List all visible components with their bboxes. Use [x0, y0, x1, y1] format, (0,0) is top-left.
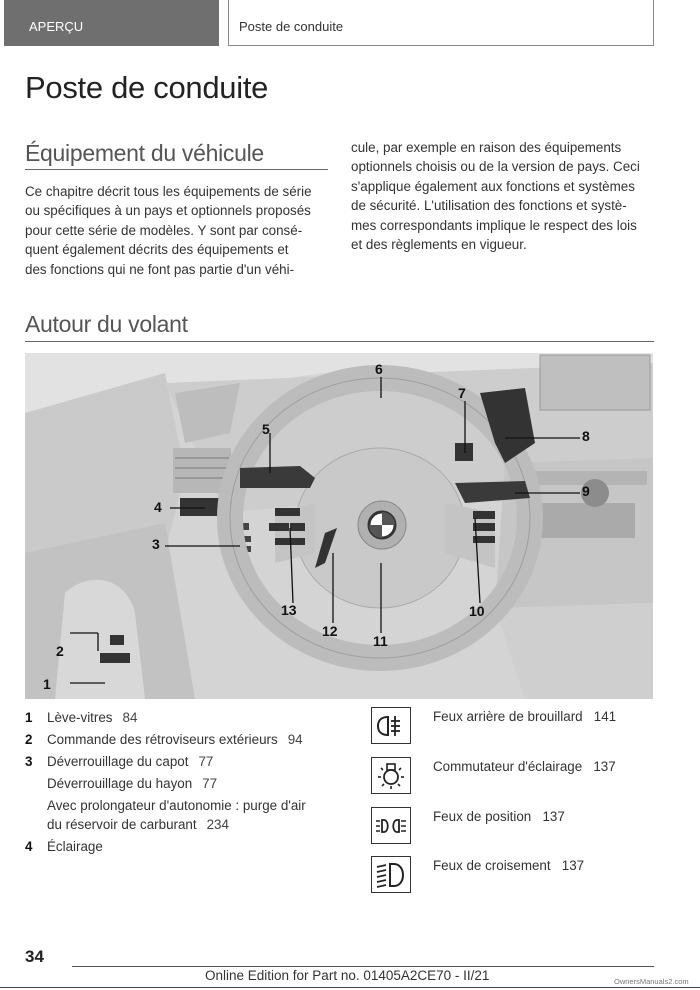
legend-number — [25, 774, 47, 793]
callout-7: 7 — [458, 385, 466, 401]
callout-10: 10 — [469, 603, 485, 619]
section-rule — [25, 169, 328, 170]
legend-icon-item — [371, 707, 616, 744]
cockpit-illustration — [25, 353, 653, 699]
section-rule — [25, 341, 654, 342]
legend-text: Avec prolongateur d'autonomie : purge d'air — [47, 798, 306, 813]
legend-icon-item — [371, 757, 616, 794]
section-header-label: Poste de conduite — [239, 19, 344, 34]
section-heading-steering: Autour du volant — [25, 311, 188, 337]
legend-number — [25, 815, 47, 834]
legend-number: 3 — [25, 754, 33, 769]
legend-item — [25, 837, 355, 856]
footer-rule — [72, 966, 654, 967]
legend-icon-item — [371, 856, 584, 893]
callout-11: 11 — [373, 633, 388, 649]
text-line: cule, par exemple en raison des équipements — [351, 140, 622, 155]
light-switch-icon — [371, 757, 411, 794]
callout-13: 13 — [281, 602, 297, 618]
text-line: pour cette série de modèles. Y sont par consé- — [25, 222, 303, 238]
legend-icon-text: Feux arrière de brouillard 141 — [433, 709, 617, 724]
legend-text: Commande des rétroviseurs extérieurs — [47, 732, 278, 747]
text-line: de sécurité. L'utilisation des fonctions et systè- — [351, 198, 627, 214]
page-reference[interactable]: 137 — [542, 809, 565, 824]
callout-3: 3 — [152, 536, 160, 552]
legend-item — [25, 815, 355, 834]
legend-text: Déverrouillage du capot — [47, 754, 189, 769]
text-line: des fonctions qui ne font pas partie d'un véhi- — [25, 261, 295, 277]
legend-number: 1 — [25, 710, 33, 725]
callout-1: 1 — [43, 676, 51, 692]
body-text-col2 — [351, 138, 661, 254]
chapter-tab — [4, 0, 219, 46]
callout-2: 2 — [56, 643, 64, 659]
legend-text: Lève-vitres — [47, 710, 113, 725]
legend-icon-text: Feux de position 137 — [433, 809, 565, 824]
page-reference[interactable]: 77 — [198, 754, 214, 769]
section-heading-equipment: Équipement du véhicule — [25, 140, 264, 166]
edition-text: Online Edition for Part no. 01405A2CE70 - II/21 — [205, 968, 490, 983]
text-line: Ce chapitre décrit tous les équipements de série — [25, 184, 312, 199]
callout-4: 4 — [154, 499, 162, 515]
legend-icon-text: Feux de croisement 137 — [433, 858, 585, 873]
parking-lights-icon — [371, 807, 411, 844]
text-line: ou spécifiques à un pays et optionnels proposés — [25, 203, 311, 219]
low-beam-icon — [371, 856, 411, 893]
legend-icon-item — [371, 807, 565, 844]
legend-number: 4 — [25, 839, 33, 854]
callout-6: 6 — [375, 361, 383, 377]
legend-number: 2 — [25, 732, 33, 747]
text-line: s'applique également aux fonctions et systèmes — [351, 178, 635, 194]
page-reference[interactable]: 137 — [561, 858, 585, 873]
legend-item — [25, 796, 355, 815]
legend-icon-text: Commutateur d'éclairage 137 — [433, 759, 616, 774]
legend-text: Éclairage — [47, 839, 103, 854]
page-title: Poste de conduite — [25, 70, 269, 105]
text-line: optionnels choisis ou de la version de pays. Ceci — [351, 159, 640, 175]
section-header — [228, 0, 654, 46]
text-line: mes correspondants implique le respect des lois — [351, 217, 637, 233]
bottom-rule — [0, 987, 700, 988]
page-reference[interactable]: 234 — [206, 817, 229, 832]
rear-fog-light-icon — [371, 707, 411, 744]
legend-item — [25, 774, 355, 793]
page-reference[interactable]: 137 — [593, 759, 616, 774]
text-line: quent également décrits des équipements et — [25, 242, 289, 258]
page-reference[interactable]: 84 — [122, 710, 138, 725]
legend-item — [25, 752, 355, 771]
page-number: 34 — [25, 947, 44, 966]
body-text-col1 — [25, 182, 335, 279]
page-reference[interactable]: 77 — [202, 776, 218, 791]
legend-number — [25, 796, 47, 815]
callout-9: 9 — [582, 483, 590, 499]
chapter-tab-label: APERÇU — [29, 19, 84, 34]
cockpit-drawing — [25, 353, 653, 699]
callout-5: 5 — [262, 421, 270, 437]
legend-list — [25, 708, 355, 859]
page-reference[interactable]: 94 — [287, 732, 303, 747]
legend-item — [25, 730, 355, 749]
watermark: OwnersManuals2.com — [614, 977, 689, 986]
legend-item — [25, 708, 355, 727]
callout-12: 12 — [322, 623, 338, 639]
page-reference[interactable]: 141 — [593, 709, 617, 724]
legend-text: du réservoir de carburant — [47, 817, 197, 832]
legend-text: Déverrouillage du hayon — [47, 776, 193, 791]
text-line: et des règlements en vigueur. — [351, 237, 527, 253]
callout-8: 8 — [582, 428, 590, 444]
